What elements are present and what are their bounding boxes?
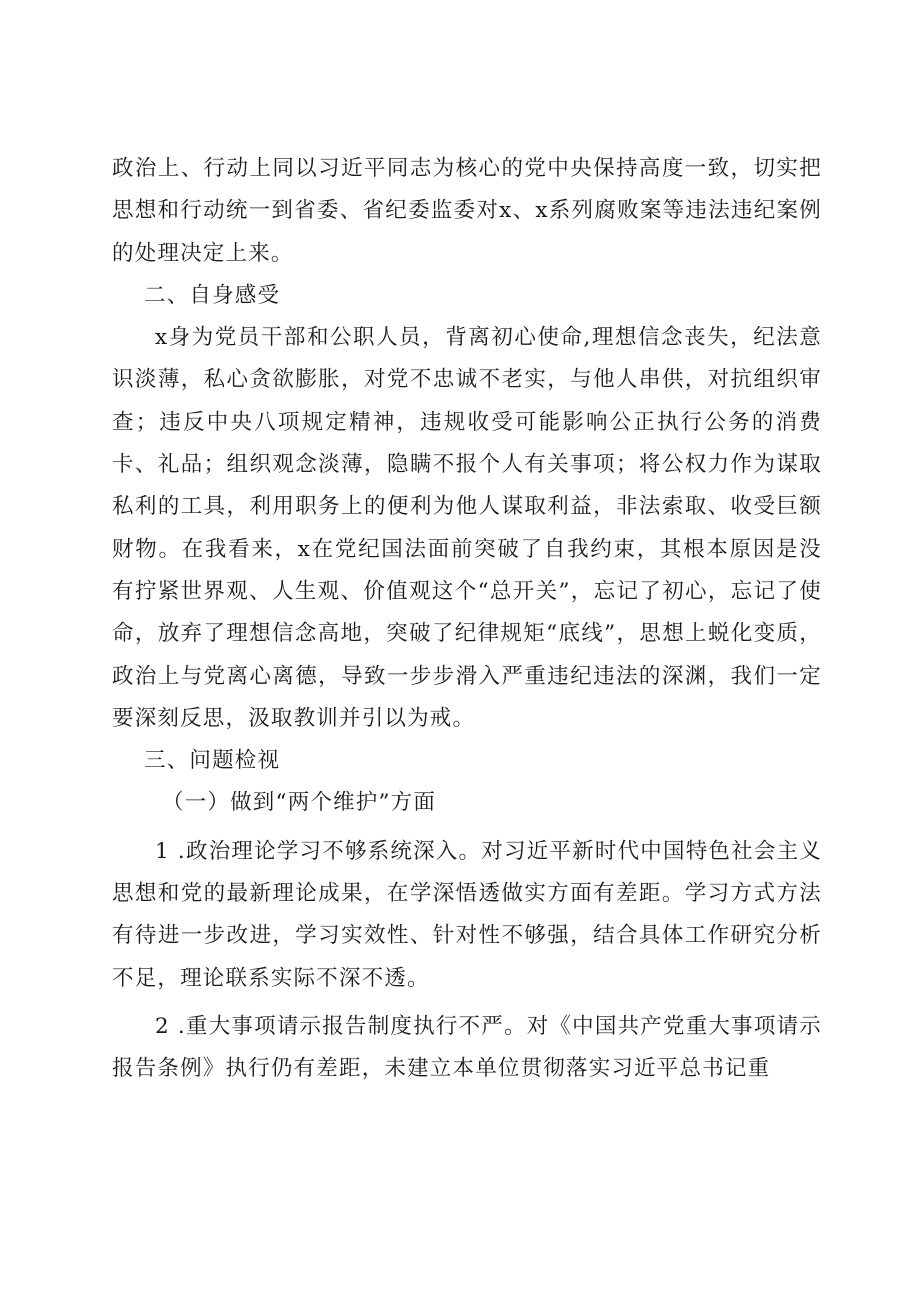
document-body (112, 148, 822, 1091)
list-item-major-matters-reporting: 2 .重大事项请示报告制度执行不严。对《中国共产党重大事项请示报告条例》执行仍有差距，未建立本单位贯彻落实习近平总书记重 (112, 1013, 822, 1082)
body-paragraph-self-feeling: x身为党员干部和公职人员，背离初心使命,理想信念丧失，纪法意识淡薄，私心贪欲膨胀，对党不忠诚不老实，与他人串供，对抗组织审查；违反中央八项规定精神，违规收受可能影响公正执行公务的消费卡、礼品；组织观念淡薄，隐瞒不报个人有关事项；将公权力作为谋取私利的工具，利用职务上的便利为他人谋取利益，非法索取、收受巨额财物。在我看来，x在党纪国法面前突破了自我约束，其根本原因是没有拧紧世界观、人生观、价值观这个“总开关”，忘记了初心，忘记了使命，放弃了理想信念高地，突破了纪律规矩“底线”，思想上蜕化变质，政治上与党离心离德，导致一步步滑入严重违纪违法的深渊，我们一定要深刻反思，汲取教训并引以为戒。 (112, 325, 822, 731)
section-heading-self-feeling: 二、自身感受 (144, 282, 281, 308)
section-heading-problem-review: 三、问题检视 (144, 748, 281, 774)
body-paragraph-continuation: 政治上、行动上同以习近平同志为核心的党中央保持高度一致，切实把思想和行动统一到省委、省纪委监委对x、x系列腐败案等违法违纪案例的处理决定上来。 (112, 156, 822, 266)
subsection-heading-two-safeguards: （一）做到“两个维护”方面 (162, 790, 437, 816)
list-item-theory-study: 1 .政治理论学习不够系统深入。对习近平新时代中国特色社会主义思想和党的最新理论成果，在学深悟透做实方面有差距。学习方式方法有待进一步改进，学习实效性、针对性不够强，结合具体工作研究分析不足，理论联系实际不深不透。 (112, 838, 822, 991)
